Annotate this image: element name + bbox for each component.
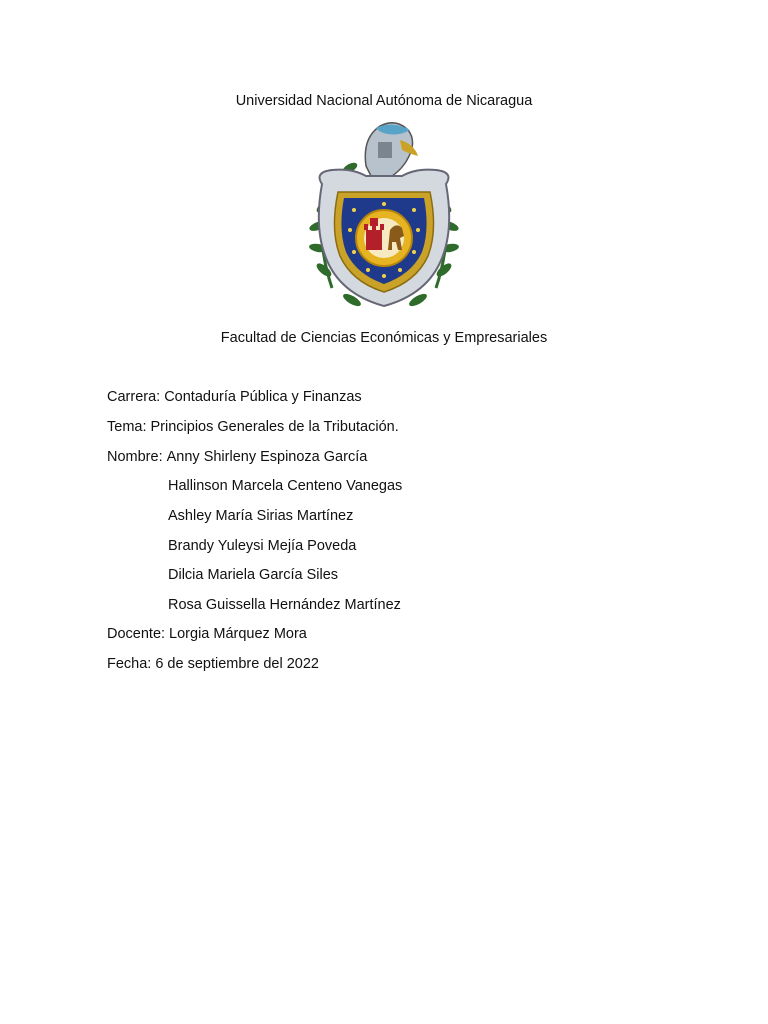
faculty-title: Facultad de Ciencias Económicas y Empresariales (220, 330, 548, 346)
student-name: Dilcia Mariela García Siles (168, 567, 339, 583)
docente-row (107, 625, 307, 643)
student-name: Ashley María Sirias Martínez (168, 508, 354, 524)
student-name: Rosa Guissella Hernández Martínez (168, 597, 401, 613)
fecha-value: 6 de septiembre del 2022 (155, 656, 319, 672)
tema-value: Principios Generales de la Tributación. (150, 419, 399, 435)
student-name: Anny Shirleny Espinoza García (166, 449, 368, 465)
nombre-label: Nombre: (107, 449, 163, 465)
tema-label: Tema: (107, 419, 147, 435)
carrera-value: Contaduría Pública y Finanzas (164, 389, 362, 405)
student-name: Hallinson Marcela Centeno Vanegas (168, 478, 403, 494)
university-title: Universidad Nacional Autónoma de Nicaragua (235, 93, 533, 109)
docente-label: Docente: (107, 626, 166, 642)
tema-row (107, 418, 399, 436)
fecha-row (107, 655, 319, 673)
nombre-row (107, 448, 367, 466)
university-crest-icon (292, 118, 476, 318)
carrera-label: Carrera: (107, 389, 161, 405)
carrera-row (107, 388, 362, 406)
student-name: Brandy Yuleysi Mejía Poveda (168, 538, 357, 554)
docente-value: Lorgia Márquez Mora (169, 626, 307, 642)
helmet-icon (365, 123, 418, 178)
fecha-label: Fecha: (107, 656, 152, 672)
